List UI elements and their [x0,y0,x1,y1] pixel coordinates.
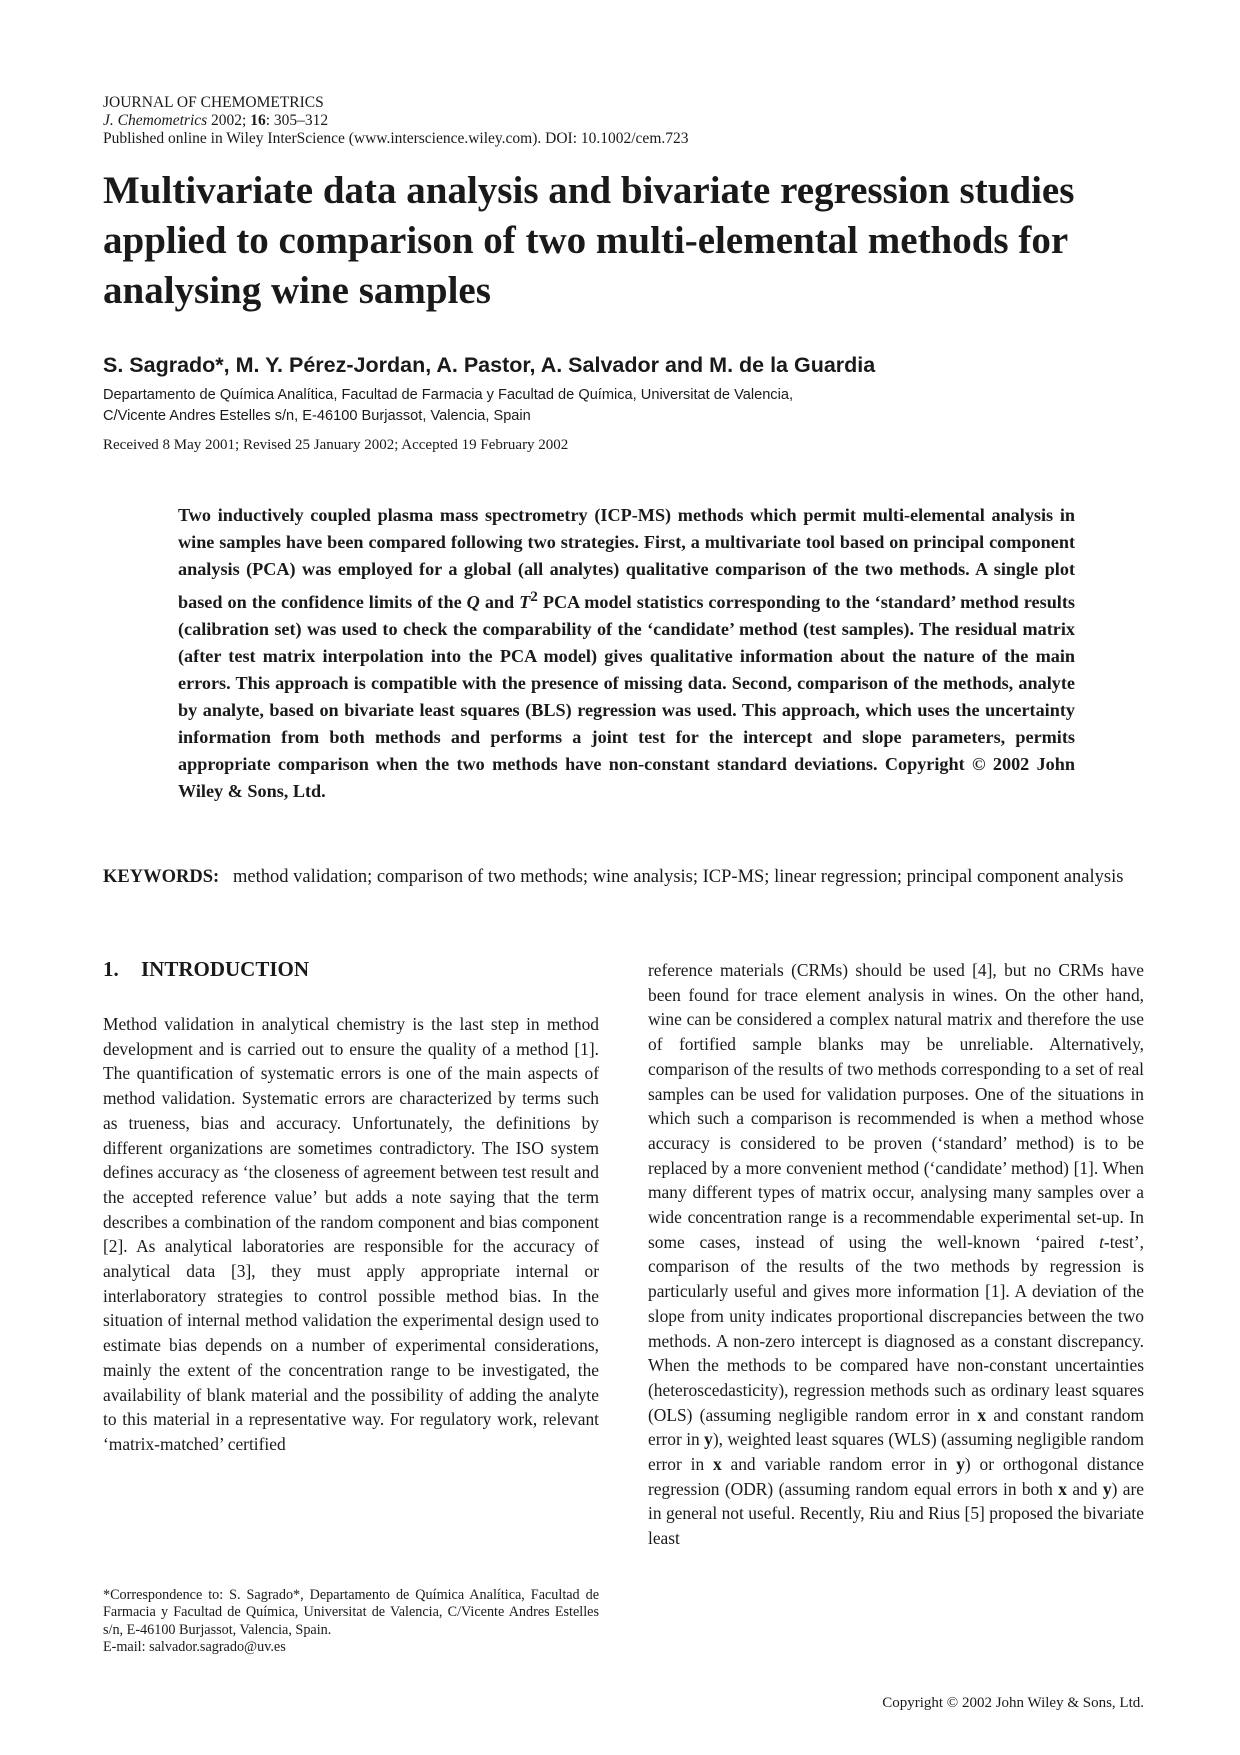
received-dates: Received 8 May 2001; Revised 25 January 2002; Accepted 19 February 2002 [103,437,569,453]
affiliation-line-1: Departamento de Química Analítica, Facultad de Farmacia y Facultad de Química, Universitat de Valencia, [103,387,794,403]
abstract-sup: 2 [530,588,538,605]
intro-right-text-e: and variable random error in [721,1454,957,1475]
abstract-q: Q [466,592,480,613]
intro-right-y: y [704,1429,713,1450]
journal-citation [103,112,689,130]
intro-right-t: t [1099,1231,1104,1252]
abstract-t: T [519,592,531,613]
intro-right-y: y [956,1454,965,1475]
intro-right-text-b: -test’, comparison of the results of the two methods by regression is particularly useful and gives more information [1]. A deviation of the slope from unity indicates proportional discrepancies between the two methods. A non-zero intercept is diagnosed as a constant discrepancy. When the methods to be compared have non-constant uncertainties (heteroscedasticity), regression methods such as ordinary least squares (OLS) (assuming negligible random error in [648,1231,1144,1425]
citation-journal: J. Chemometrics [103,112,208,129]
section-number: 1. [103,957,119,981]
abstract-part-1: Two inductively coupled plasma mass spectrometry (ICP-MS) methods which permit multi-elemental analysis in wine samples have been compared following two strategies. First, a multivariate tool based on principal component analysis (PCA) was employed for a global (all analytes) qualitative comparison of the two methods. A single plot based on the confidence limits of the [178,505,1075,613]
intro-right-text-h: ) are in general not useful. Recently, Riu and Rius [5] proposed the bivariate least [648,1478,1144,1549]
footnote-email[interactable]: E-mail: salvador.sagrado@uv.es [103,1638,286,1655]
correspondence-footnote [103,1587,599,1656]
intro-right-text-c: and constant random error in [648,1404,1144,1450]
intro-right-y: y [1102,1478,1112,1499]
citation-volume: 16 [250,112,266,129]
page-footer-copyright: Copyright © 2002 John Wiley & Sons, Ltd. [882,1695,1144,1711]
journal-name: JOURNAL OF CHEMOMETRICS [103,94,324,111]
intro-right-x: x [712,1454,722,1475]
intro-right-text-f: ) or orthogonal distance regression (ODR) (assuming random equal errors in both [648,1454,1144,1499]
intro-right-text-d: ), weighted least squares (WLS) (assuming negligible random error in [648,1429,1144,1475]
intro-left-column: Method validation in analytical chemistry is the last step in method development and is carried out to ensure the quality of a method [1]. The quantification of systematic errors is one of the main aspects of method validation. Systematic errors are characterized by terms such as trueness, bias and accuracy. Unfortunately, the definitions by different organizations are sometimes contradictory. The ISO system defines accuracy as ‘the closeness of agreement between test result and the accepted reference value’ but adds a note saying that the term describes a combination of the random component and bias component [2]. As analytical laboratories are responsible for the accuracy of analytical data [3], they must apply appropriate internal or interlaboratory strategies to control possible method bias. In the situation of internal method validation the experimental design used to estimate bias depends on a number of experimental considerations, mainly the extent of the concentration range to be investigated, the availability of blank material and the possibility of adding the analyte to this material in a representative way. For regulatory work, relevant ‘matrix-matched’ certified [103,1014,599,1454]
abstract-part-2: PCA model statistics corresponding to the ‘standard’ method results (calibration set) was used to check the comparability of the ‘candidate’ method (test samples). The residual matrix (after test matrix interpolation into the PCA model) gives qualitative information about the nature of the main errors. This approach is compatible with the presence of missing data. Second, comparison of the methods, analyte by analyte, based on bivariate least squares (BLS) regression was used. This approach, which uses the uncertainty information from both methods and performs a joint test for the intercept and slope parameters, permits appropriate comparison when the two methods have non-constant standard deviations. Copyright © 2002 John Wiley & Sons, Ltd. [178,592,1075,802]
published-online: Published online in Wiley InterScience (www.interscience.wiley.com). DOI: 10.1002/cem.723 [103,130,689,147]
intro-right-x: x [1058,1478,1067,1499]
affiliation-line-2: C/Vicente Andres Estelles s/n, E-46100 Burjassot, Valencia, Spain [103,408,531,424]
intro-right-text-g: and [1066,1478,1103,1499]
keywords [103,864,1143,890]
citation-year: 2002; [211,112,247,129]
affiliation [103,385,793,427]
keywords-text: method validation; comparison of two methods; wine analysis; ICP-MS; linear regression; principal component analysis [233,867,1124,887]
section-title: INTRODUCTION [141,957,310,981]
intro-right-x: x [977,1404,987,1425]
intro-right-column [648,958,1144,1551]
abstract [178,502,1075,805]
intro-right-text-a: reference materials (CRMs) should be used [4], but no CRMs have been found for trace element analysis in wines. On the other hand, wine can be considered a complex natural matrix and therefore the use of fortified sample blanks may be unreliable. Alternatively, comparison of the results of two methods corresponding to a set of real samples can be used for validation purposes. One of the situations in which such a comparison is recommended is when a method whose accuracy is considered to be proven (‘standard’ method) is to be replaced by a more convenient method (‘candidate’ method) [1]. When many different types of matrix occur, analysing many samples over a wide concentration range is a recommendable experimental set-up. In some cases, instead of using the well-known ‘paired [648,960,1144,1252]
abstract-and: and [479,592,520,613]
author-list: S. Sagrado*, M. Y. Pérez-Jordan, A. Pastor, A. Salvador and M. de la Guardia [103,353,876,377]
citation-pages: : 305–312 [265,112,329,129]
footnote-address: *Correspondence to: S. Sagrado*, Departamento de Química Analítica, Facultad de Farmacia y Facultad de Química, Universitat de Valencia, C/Vicente Andres Estelles s/n, E-46100 Burjassot, Valencia, Spain. [103,1587,599,1638]
keywords-label: KEYWORDS: [103,867,220,887]
section-heading [103,957,309,982]
journal-header [103,94,689,148]
paper-title: Multivariate data analysis and bivariate regression studies applied to comparison of two multi-elemental methods for analysing wine samples [103,169,1075,312]
